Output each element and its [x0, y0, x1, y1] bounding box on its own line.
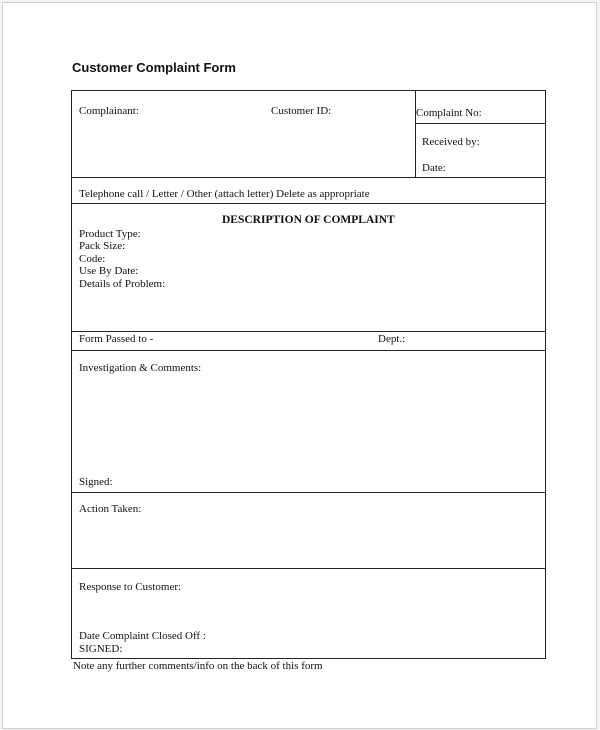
row-divider	[72, 203, 546, 204]
response-label: Response to Customer:	[79, 581, 182, 593]
pack-size-label: Pack Size:	[79, 240, 126, 252]
description-heading: DESCRIPTION OF COMPLAINT	[222, 214, 395, 226]
investigation-signed-label: Signed:	[79, 476, 113, 488]
customer-id-label: Customer ID:	[271, 105, 332, 117]
date-label: Date:	[422, 162, 446, 174]
use-by-date-label: Use By Date:	[79, 265, 139, 277]
complaint-form-table	[71, 90, 546, 659]
action-taken-label: Action Taken:	[79, 503, 142, 515]
response-signed-label: SIGNED:	[79, 643, 123, 655]
row-divider	[72, 331, 546, 332]
row-divider	[415, 123, 546, 124]
date-closed-label: Date Complaint Closed Off :	[79, 630, 206, 642]
received-by-label: Received by:	[422, 136, 480, 148]
form-passed-to-label: Form Passed to -	[79, 333, 154, 345]
contact-method-text: Telephone call / Letter / Other (attach letter) Delete as appropriate	[79, 188, 370, 200]
product-type-label: Product Type:	[79, 228, 141, 240]
details-of-problem-label: Details of Problem:	[79, 278, 166, 290]
row-divider	[72, 350, 546, 351]
code-label: Code:	[79, 253, 106, 265]
dept-label: Dept.:	[378, 333, 406, 345]
row-divider	[72, 177, 546, 178]
row-divider	[72, 492, 546, 493]
complaint-no-label: Complaint No:	[416, 107, 482, 119]
investigation-label: Investigation & Comments:	[79, 362, 202, 374]
form-title: Customer Complaint Form	[72, 60, 236, 75]
complainant-label: Complainant:	[79, 105, 139, 117]
column-divider	[415, 91, 416, 177]
row-divider	[72, 568, 546, 569]
footer-note: Note any further comments/info on the back of this form	[73, 660, 323, 672]
